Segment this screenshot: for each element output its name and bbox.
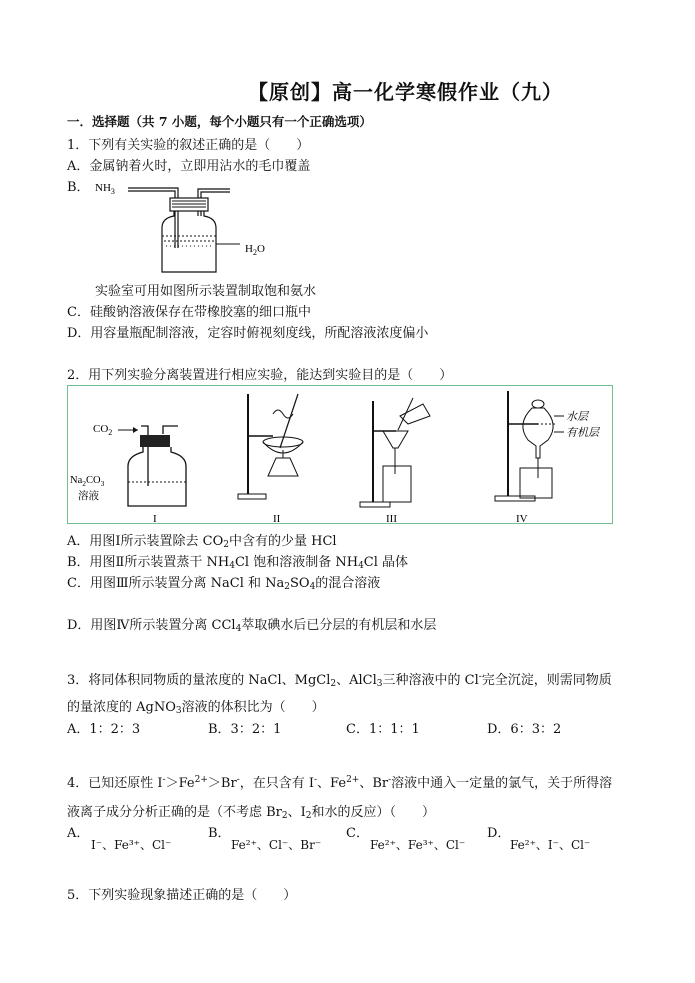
q4-stem-line2: 液离子成分分析正确的是（不考虑 $Br_2$、$I_2$和水的反应）（ ） [67, 805, 436, 821]
svg-text:H2O: $H_2O$ [245, 243, 265, 257]
q2-fig-solution: 溶液 [78, 490, 99, 502]
q2-option-a: A．用图Ⅰ所示装置除去 $CO_2$中含有的少量 HCl [67, 534, 337, 550]
svg-text:NH3: $NH_3$ [95, 182, 115, 196]
q4-option-b: Fe²⁺、Cl⁻、Br⁻ [231, 838, 322, 852]
q4-option-a: I⁻、Fe³⁺、Cl⁻ [91, 838, 172, 852]
q3-option-c: C．1：1：1 [346, 722, 420, 737]
q1-fig-h2o: H [245, 243, 253, 255]
q3-option-b: B．3：2：1 [208, 722, 282, 737]
page-title: 【原创】高一化学寒假作业（九） [248, 80, 563, 104]
q3-option-d: D．6：3：2 [487, 722, 562, 737]
q3-option-a: A．1：2：3 [67, 722, 141, 737]
q2-fig-organic-layer: 有机层 [566, 426, 599, 439]
svg-text:CO2: $CO_2$ [93, 423, 113, 437]
q2-fig-na2co3: Na [70, 475, 83, 486]
q2-fig-label-2: II [273, 513, 281, 523]
q5-stem: 5．下列实验现象描述正确的是（ ） [67, 888, 297, 903]
q4-option-c: Fe²⁺、Fe³⁺、Cl⁻ [370, 838, 466, 852]
q1-stem: 1．下列有关实验的叙述正确的是（ ） [67, 138, 310, 153]
q2-fig-co2: CO [93, 423, 109, 435]
q2-option-d: D．用图Ⅳ所示装置分离 CCl$_4$萃取碘水后已分层的有机层和水层 [67, 618, 437, 634]
q1-fig-nh3: NH [95, 182, 111, 194]
q2-fig-label-3: III [386, 513, 397, 523]
q4-option-d-label: D． [487, 826, 511, 841]
svg-text:Na2CO3: $Na_2CO_3$ [70, 475, 105, 488]
q2-stem: 2．用下列实验分离装置进行相应实验，能达到实验目的是（ ） [67, 368, 453, 383]
q1-option-b-label: B． [67, 180, 90, 195]
q4-option-c-label: C． [346, 826, 369, 841]
q1-option-a: A．金属钠着火时，立即用沾水的毛巾覆盖 [67, 159, 311, 174]
q3-stem-line1: 3．将同体积同物质的量浓度的 NaCl、MgCl$_2$、AlCl$_3$三种溶液中的 Cl-完全沉淀，则需同物质 [67, 672, 612, 689]
q1-gas-bottle-figure [90, 172, 290, 280]
section-heading: 一．选择题（共 7 小题，每个小题只有一个正确选项） [67, 114, 372, 129]
q2-fig-label-1: I [153, 513, 157, 523]
q4-option-b-label: B． [208, 826, 231, 841]
q4-option-d: Fe²⁺、I⁻、Cl⁻ [510, 838, 591, 852]
q4-option-a-label: A． [67, 826, 90, 841]
q2-option-b: B．用图Ⅱ所示装置蒸干 $NH_4Cl$ 饱和溶液制备 $NH_4Cl$ 晶体 [67, 555, 409, 571]
q4-stem-line1: 4．已知还原性 $I^->Fe^{2+}>Br^-$，在只含有 I-、$Fe^{2+}$、Br-溶液中通入一定量的氯气，关于所得溶 [67, 775, 613, 791]
q2-option-c: C．用图Ⅲ所示装置分离 NaCl 和 $Na_2SO_4$的混合溶液 [67, 576, 381, 592]
q1-option-d: D．用容量瓶配制溶液，定容时俯视刻度线，所配溶液浓度偏小 [67, 326, 429, 341]
q2-fig-water-layer: 水层 [566, 410, 588, 423]
q2-fig-label-4: IV [516, 513, 528, 523]
q3-stem-line2: 的量浓度的 AgNO$_3$溶液的体积比为（ ） [67, 700, 325, 716]
q2-apparatus-figure [67, 385, 613, 524]
q2-apparatus-svg [68, 386, 612, 523]
q1-option-b-text: 实验室可用如图所示装置制取饱和氨水 [95, 284, 317, 299]
q1-option-c: C．硅酸钠溶液保存在带橡胶塞的细口瓶中 [67, 305, 311, 320]
